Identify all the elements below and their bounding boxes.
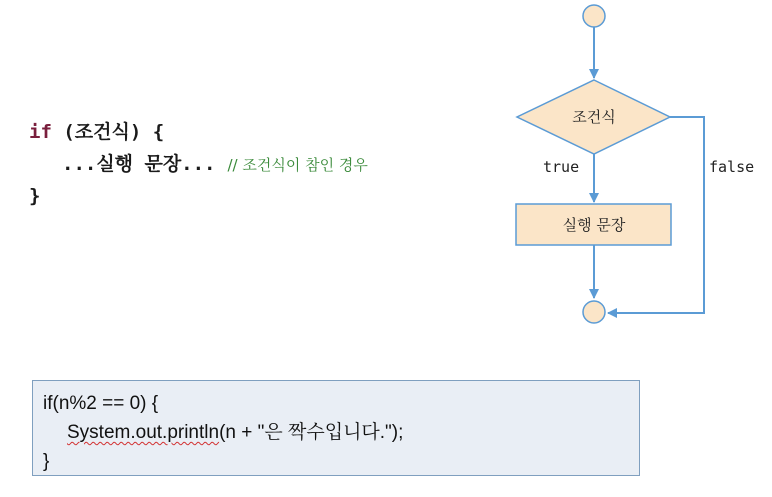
false-label: false [709,158,755,176]
condition-text: (조건식) { [51,121,165,143]
code-line-2 [43,418,639,447]
statement-text: ...실행 문장... [62,153,216,175]
true-label: true [543,158,580,176]
statement-label: 실행 문장 [562,216,626,234]
println-args: (n + "은 짝수입니다."); [219,422,404,443]
syntax-close-brace: } [29,185,41,207]
syntax-comment: // 조건식이 참인 경우 [227,156,368,174]
example-code-box [32,380,640,476]
code-line-1: if(n%2 == 0) { [43,393,159,414]
if-keyword: if [29,121,52,143]
end-node [583,301,605,323]
code-line-3: } [43,451,50,472]
println-call: System.out.println [67,422,220,443]
condition-label: 조건식 [572,108,616,126]
start-node [583,5,605,27]
